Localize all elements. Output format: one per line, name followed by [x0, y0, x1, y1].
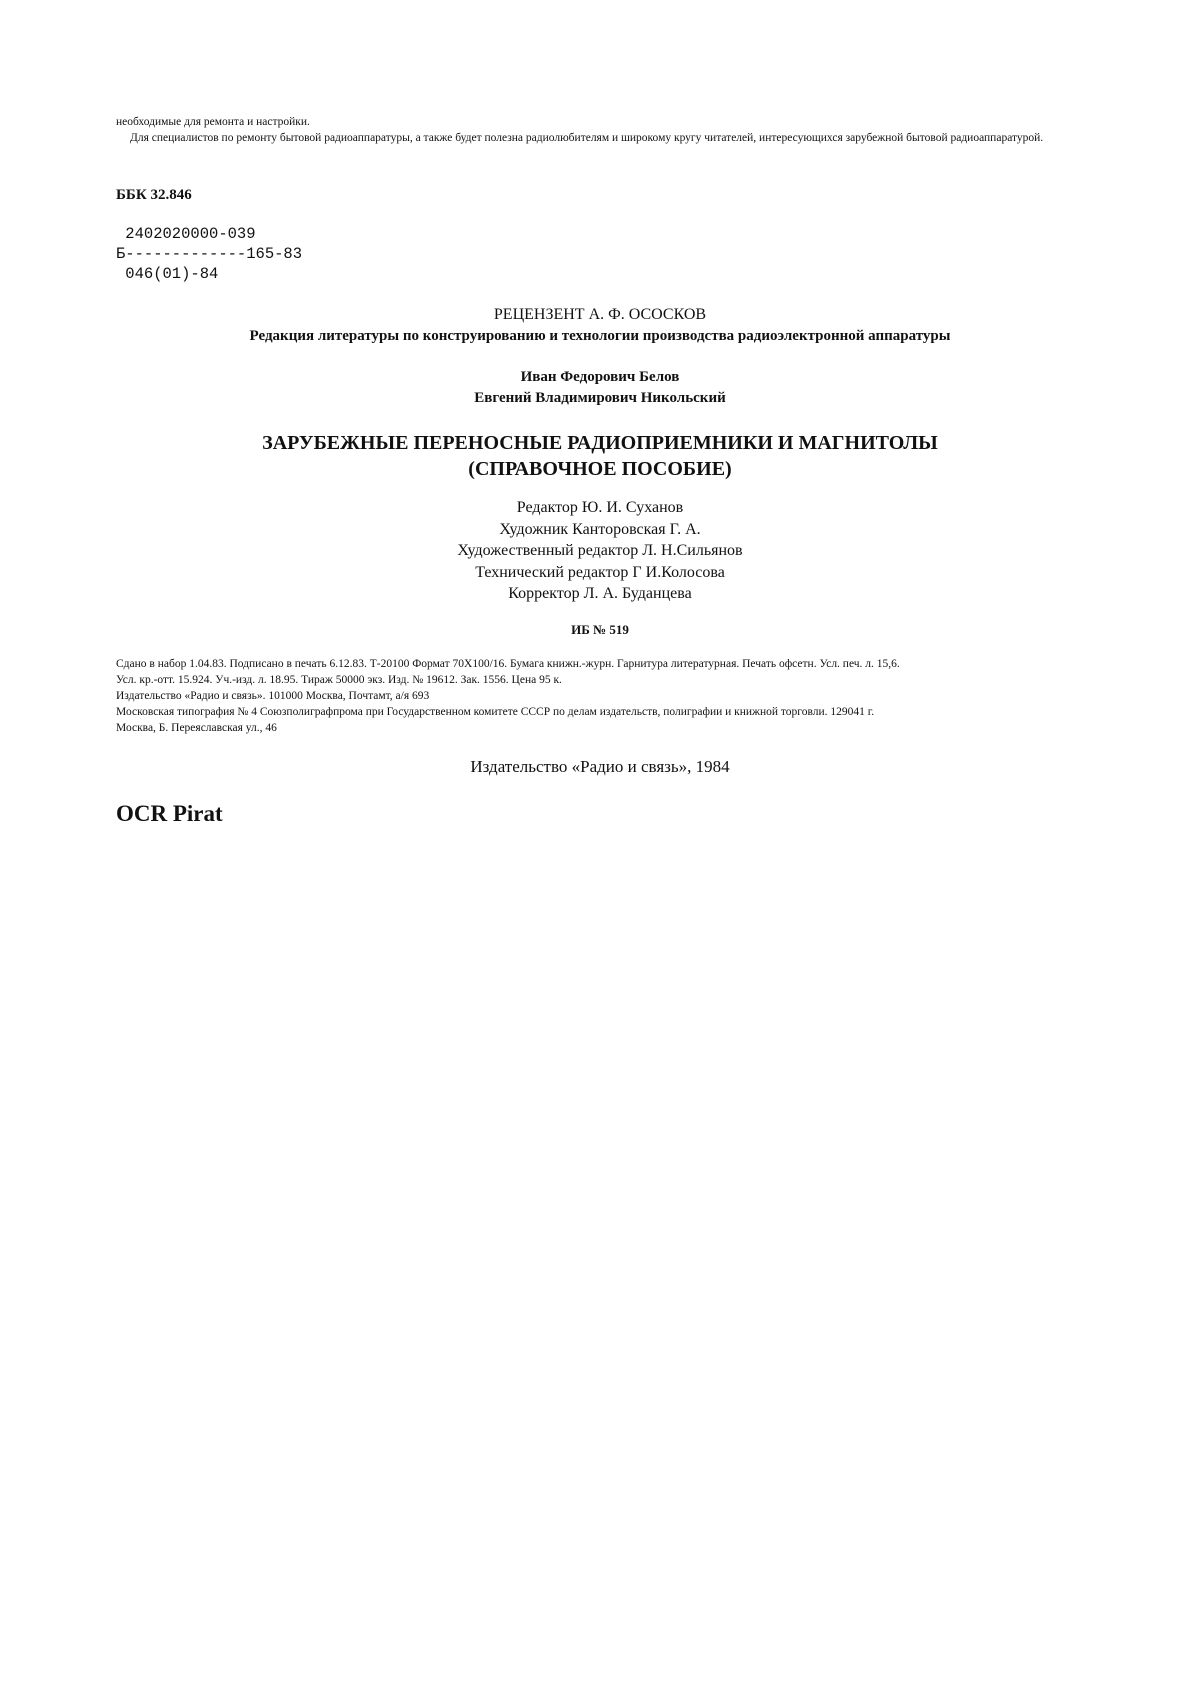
authors	[0, 367, 1200, 409]
imprint-line-2: Усл. кр.-отт. 15.924. Уч.-изд. л. 18.95. Тираж 50000 экз. Изд. № 19612. Зак. 1556. Цена 95 к.	[116, 674, 562, 686]
catalog-code-line-3: 046(01)-84	[116, 265, 219, 283]
imprint-block	[116, 656, 1116, 736]
bbk-code: ББК 32.846	[116, 187, 192, 203]
reviewer: РЕЦЕНЗЕНТ А. Ф. ОСОСКОВ	[493, 306, 707, 323]
book-title	[0, 430, 1200, 482]
catalog-code-line-2: Б-------------165-83	[116, 245, 303, 263]
staff-tech-editor: Технический редактор Г И.Колосова	[475, 563, 725, 581]
book-title-line-1: ЗАРУБЕЖНЫЕ ПЕРЕНОСНЫЕ РАДИОПРИЕМНИКИ И МАГНИТОЛЫ	[262, 432, 938, 454]
ocr-credit: OCR Pirat	[116, 801, 223, 826]
imprint-line-4: Московская типография № 4 Союзполиграфпрома при Государственном комитете СССР по делам издательств, полиграфии и книжной торговли. 129041 г.	[116, 706, 875, 718]
book-title-line-2: (СПРАВОЧНОЕ ПОСОБИЕ)	[468, 458, 732, 480]
ib-number: ИБ № 519	[571, 622, 629, 637]
staff-artist: Художник Канторовская Г. А.	[499, 520, 701, 538]
intro-line-1: необходимые для ремонта и настройки.	[116, 116, 310, 128]
staff-proofreader: Корректор Л. А. Буданцева	[508, 585, 692, 602]
edition-office: Редакция литературы по конструированию и технологии производства радиоэлектронной аппаратуры	[249, 328, 951, 344]
intro-text	[116, 114, 1091, 146]
imprint-line-5: Москва, Б. Переяславская ул., 46	[116, 722, 277, 734]
catalog-code	[116, 224, 302, 284]
staff-art-editor: Художественный редактор Л. Н.Сильянов	[457, 542, 743, 559]
imprint-line-3: Издательство «Радио и связь». 101000 Москва, Почтамт, а/я 693	[116, 690, 430, 702]
author-1: Иван Федорович Белов	[520, 369, 680, 385]
intro-line-2: Для специалистов по ремонту бытовой радиоаппаратуры, а также будет полезна радиолюбителям и широкому кругу читателей, интересующихся зарубежной бытовой радиоаппаратурой.	[130, 132, 1044, 144]
imprint-line-1: Сдано в набор 1.04.83. Подписано в печать 6.12.83. Т-20100 Формат 70Х100/16. Бумага книжн.-журн. Гарнитура литературная. Печать офсетн. Усл. печ. л. 15,6.	[116, 658, 900, 670]
publisher-line: Издательство «Радио и связь», 1984	[470, 757, 730, 776]
catalog-code-line-1: 2402020000-039	[116, 225, 256, 243]
staff-editor: Редактор Ю. И. Суханов	[516, 499, 684, 516]
staff-list	[0, 497, 1200, 605]
author-2: Евгений Владимирович Никольский	[474, 390, 726, 406]
